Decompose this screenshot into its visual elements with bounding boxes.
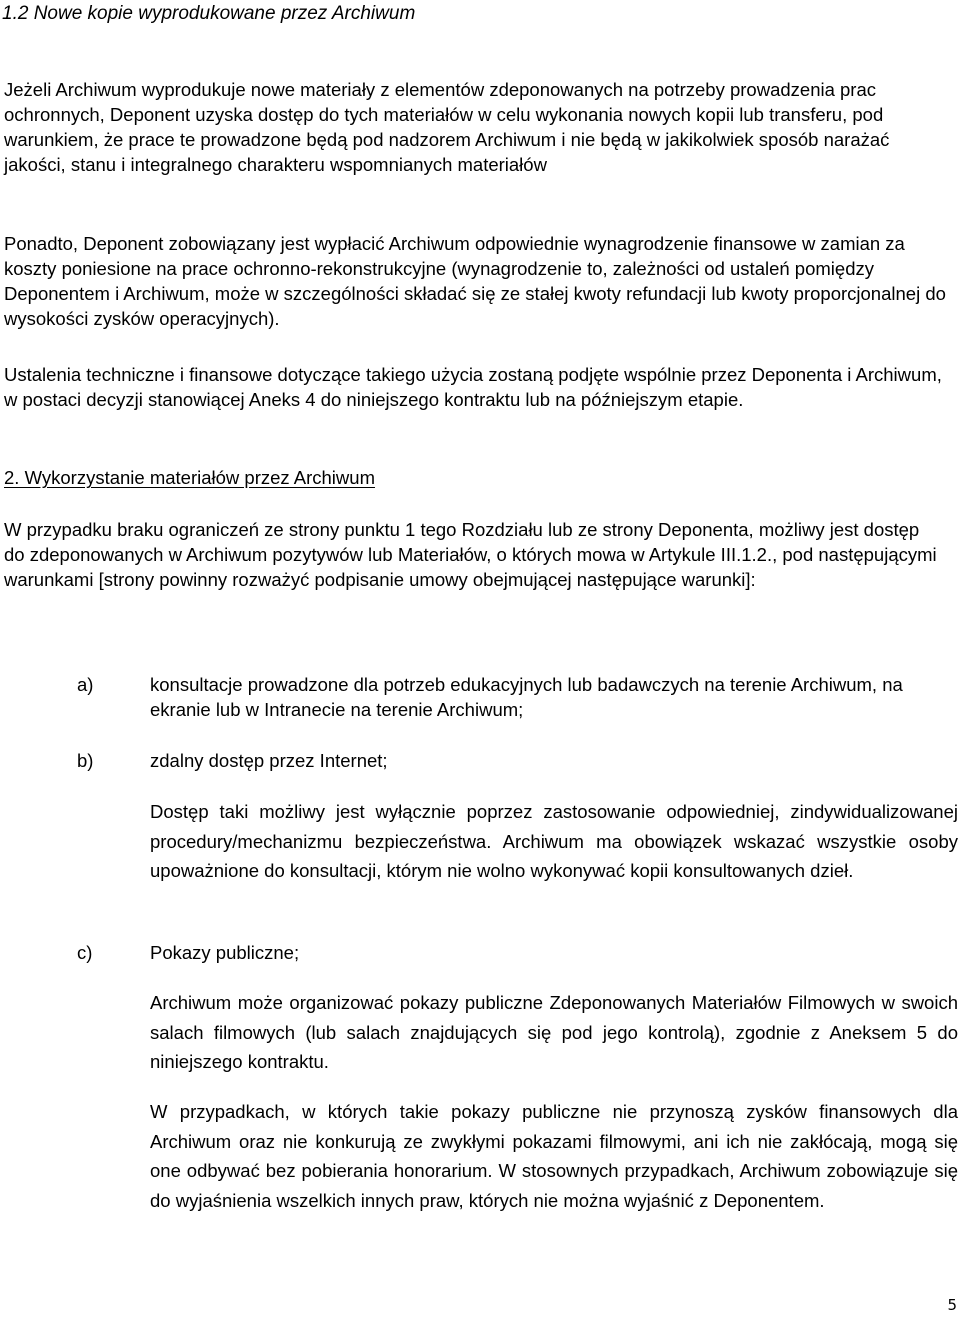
section-heading: 1.2 Nowe kopie wyprodukowane przez Archiwum bbox=[2, 3, 416, 24]
paragraph-arrangements: Ustalenia techniczne i finansowe dotyczące takiego użycia zostaną podjęte wspólnie przez Deponenta i Archiwum, w postaci decyzji stanowiącej Aneks 4 do niniejszego kontraktu lub na późniejszym etapie. bbox=[4, 364, 942, 410]
page-number: 5 bbox=[947, 1296, 957, 1314]
paragraph-remuneration: Ponadto, Deponent zobowiązany jest wypłacić Archiwum odpowiednie wynagrodzenie finansowe w zamian za koszty poniesione na prace ochronno-rekonstrukcyjne (wynagrodzenie to, zależności od ustaleń pomiędzy Deponentem i Archiwum, może w szczególności składać się ze stałej kwoty refundacji lub kwoty proporcjonalnej do wysokości zysków operacyjnych). bbox=[4, 233, 946, 329]
paragraph-new-copies: Jeżeli Archiwum wyprodukuje nowe materiały z elementów zdeponowanych na potrzeby prowadzenia prac ochronnych, Deponent uzyska dostęp do tych materiałów w celu wykonania nowych kopii lub transferu, pod warunkiem, że prace te prowadzone będą pod nadzorem Archiwum i nie będą w jakikolwiek sposób narażać jakości, stanu i integralnego charakteru wspomnianych materiałów bbox=[4, 79, 890, 175]
section-2-heading: 2. Wykorzystanie materiałów przez Archiwum bbox=[4, 467, 375, 488]
item-b-marker: b) bbox=[77, 750, 94, 771]
item-b-text: zdalny dostęp przez Internet; bbox=[150, 750, 388, 771]
item-c-note: Archiwum może organizować pokazy publiczne Zdeponowanych Materiałów Filmowych w swoich salach filmowych (lub salach znajdujących się pod jego kontrolą), zgodnie z Aneksem 5 do niniejszego kontraktu. bbox=[150, 992, 958, 1073]
item-a-text: konsultacje prowadzone dla potrzeb edukacyjnych lub badawczych na terenie Archiwum, na ekranie lub w Intranecie na terenie Archiwum; bbox=[150, 674, 903, 720]
item-b-note: Dostęp taki możliwy jest wyłącznie poprzez zastosowanie odpowiedniej, zindywidualizowanej procedury/mechanizmu bezpieczeństwa. Archiwum ma obowiązek wskazać wszystkie osoby upoważnione do konsultacji, którym nie wolno wykonywać kopii konsultowanych dzieł. bbox=[150, 801, 958, 882]
paragraph-intro: W przypadku braku ograniczeń ze strony punktu 1 tego Rozdziału lub ze strony Deponenta, możliwy jest dostęp do zdeponowanych w Archiwum pozytywów lub Materiałów, o których mowa w Artykule III.1.2., pod następującymi warunkami [strony powinny rozważyć podpisanie umowy obejmującej następujące warunki]: bbox=[4, 519, 937, 590]
item-a-marker: a) bbox=[77, 674, 94, 695]
item-c-text: Pokazy publiczne; bbox=[150, 942, 300, 963]
item-c-marker: c) bbox=[77, 942, 93, 963]
item-c-note-2: W przypadkach, w których takie pokazy publiczne nie przynoszą zysków finansowych dla Archiwum oraz nie konkurują ze zwykłymi pokazami filmowymi, ani ich nie zakłócają, mogą się one odbywać bez pobierania honorarium. W stosownych przypadkach, Archiwum zobowiązuje się do wyjaśnienia wszelkich innych praw, których nie można wyjaśnić z Deponentem. bbox=[150, 1101, 958, 1212]
